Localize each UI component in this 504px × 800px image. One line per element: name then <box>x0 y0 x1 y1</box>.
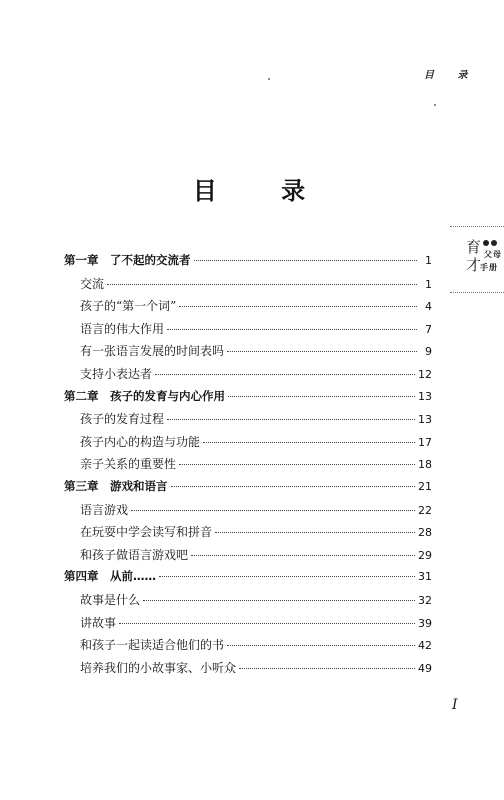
dot-leader <box>155 374 415 375</box>
toc-entry-page: 22 <box>418 503 432 517</box>
tab-char-shou: 手 <box>480 262 488 272</box>
toc-entry-title: 孩子的发育过程 <box>80 412 165 427</box>
dot-leader <box>191 555 415 556</box>
toc-entry-title: 第二章 孩子的发育与内心作用 <box>64 388 225 403</box>
toc-section-entry <box>64 546 432 564</box>
toc-entry-title: 语言游戏 <box>80 502 129 517</box>
toc-entry-title: 第一章 了不起的交流者 <box>64 253 191 267</box>
speck-mark <box>268 78 270 80</box>
toc-entry-page: 29 <box>418 548 432 562</box>
dot-leader <box>167 329 417 330</box>
toc-section-entry <box>64 523 432 541</box>
tab-dot <box>491 240 497 246</box>
tab-char-fu: 父 <box>484 249 492 259</box>
toc-section-entry <box>64 455 432 473</box>
toc-entry-page: 1 <box>425 254 432 267</box>
toc-entry-page: 13 <box>418 413 432 427</box>
toc-entry-page: 4 <box>425 300 432 314</box>
toc-section-entry <box>64 410 432 428</box>
tab-dot <box>483 240 489 246</box>
tab-char-mu: 母 <box>493 249 501 259</box>
toc-section-entry <box>64 501 432 519</box>
toc-section-entry <box>64 659 432 677</box>
dot-leader <box>239 668 415 669</box>
toc-entry-page: 17 <box>418 435 432 449</box>
dot-leader <box>215 532 415 533</box>
page-title: 目 录 <box>192 177 334 205</box>
tab-char-cai: 才 <box>466 256 482 274</box>
toc-entry-page: 28 <box>418 526 432 540</box>
toc-section-entry <box>64 636 432 654</box>
toc-entry-page: 31 <box>418 570 432 584</box>
toc-entry-page: 49 <box>418 661 432 675</box>
toc-entry-title: 讲故事 <box>80 615 117 630</box>
toc-section-entry <box>64 433 432 451</box>
toc-entry-page: 42 <box>418 639 432 653</box>
toc-section-entry <box>64 365 432 383</box>
toc-entry-title: 第三章 游戏和语言 <box>64 479 168 493</box>
toc-entry-title: 孩子的“第一个词” <box>80 299 177 314</box>
page-number: I <box>452 697 458 713</box>
toc-entry-page: 12 <box>418 368 432 381</box>
toc-section-entry <box>64 591 432 609</box>
dot-leader <box>194 260 418 261</box>
tab-char-ce: 册 <box>489 262 497 272</box>
dot-leader <box>179 464 415 465</box>
toc-entry-title: 第四章 从前…… <box>64 569 156 584</box>
toc-entry-title: 支持小表达者 <box>80 367 153 381</box>
toc-entry-page: 13 <box>418 389 432 403</box>
toc-entry-title: 培养我们的小故事家、小听众 <box>80 660 237 675</box>
dot-leader <box>227 645 415 646</box>
toc-entry-title: 故事是什么 <box>80 593 141 607</box>
toc-entry-title: 在玩耍中学会读写和拼音 <box>80 525 213 540</box>
toc-entry-title: 孩子内心的构造与功能 <box>80 434 201 449</box>
tab-char-yu: 育 <box>466 238 482 256</box>
toc-section-entry <box>64 342 432 360</box>
toc-entry-page: 39 <box>418 616 432 630</box>
dot-leader <box>107 284 417 285</box>
dot-leader <box>167 419 415 420</box>
toc-entry-title: 交流 <box>80 276 105 291</box>
toc-chapter-entry <box>64 252 432 270</box>
toc-entry-page: 32 <box>418 594 432 607</box>
dot-leader <box>119 623 415 624</box>
running-head: 目 录 <box>424 70 478 81</box>
toc-entry-title: 亲子关系的重要性 <box>80 457 177 472</box>
dot-leader <box>143 600 415 601</box>
toc-chapter-entry <box>64 388 432 406</box>
toc-entry-page: 1 <box>425 277 432 291</box>
toc-entry-page: 7 <box>425 322 432 336</box>
dot-leader <box>228 396 415 397</box>
toc-entry-page: 9 <box>425 345 432 359</box>
toc-section-entry <box>64 320 432 338</box>
toc-entry-title: 和孩子一起读适合他们的书 <box>80 638 225 653</box>
toc-section-entry <box>64 297 432 315</box>
toc-entry-title: 有一张语言发展的时间表吗 <box>80 344 225 359</box>
toc-chapter-entry <box>64 568 432 586</box>
toc-chapter-entry <box>64 478 432 496</box>
toc-entry-title: 和孩子做语言游戏吧 <box>80 547 189 562</box>
toc-entry-title: 语言的伟大作用 <box>80 321 165 336</box>
tab-rule-bottom <box>450 292 504 293</box>
dot-leader <box>171 486 416 487</box>
dot-leader <box>179 306 417 307</box>
toc-entry-page: 21 <box>418 480 432 493</box>
speck-mark <box>434 104 436 106</box>
toc-section-entry <box>64 614 432 632</box>
series-side-tab <box>450 226 504 298</box>
toc-section-entry <box>64 275 432 293</box>
dot-leader <box>227 351 417 352</box>
toc-entry-page: 18 <box>418 458 432 472</box>
dot-leader <box>159 576 415 577</box>
tab-rule-top <box>450 226 504 227</box>
dot-leader <box>203 442 415 443</box>
dot-leader <box>131 510 415 511</box>
